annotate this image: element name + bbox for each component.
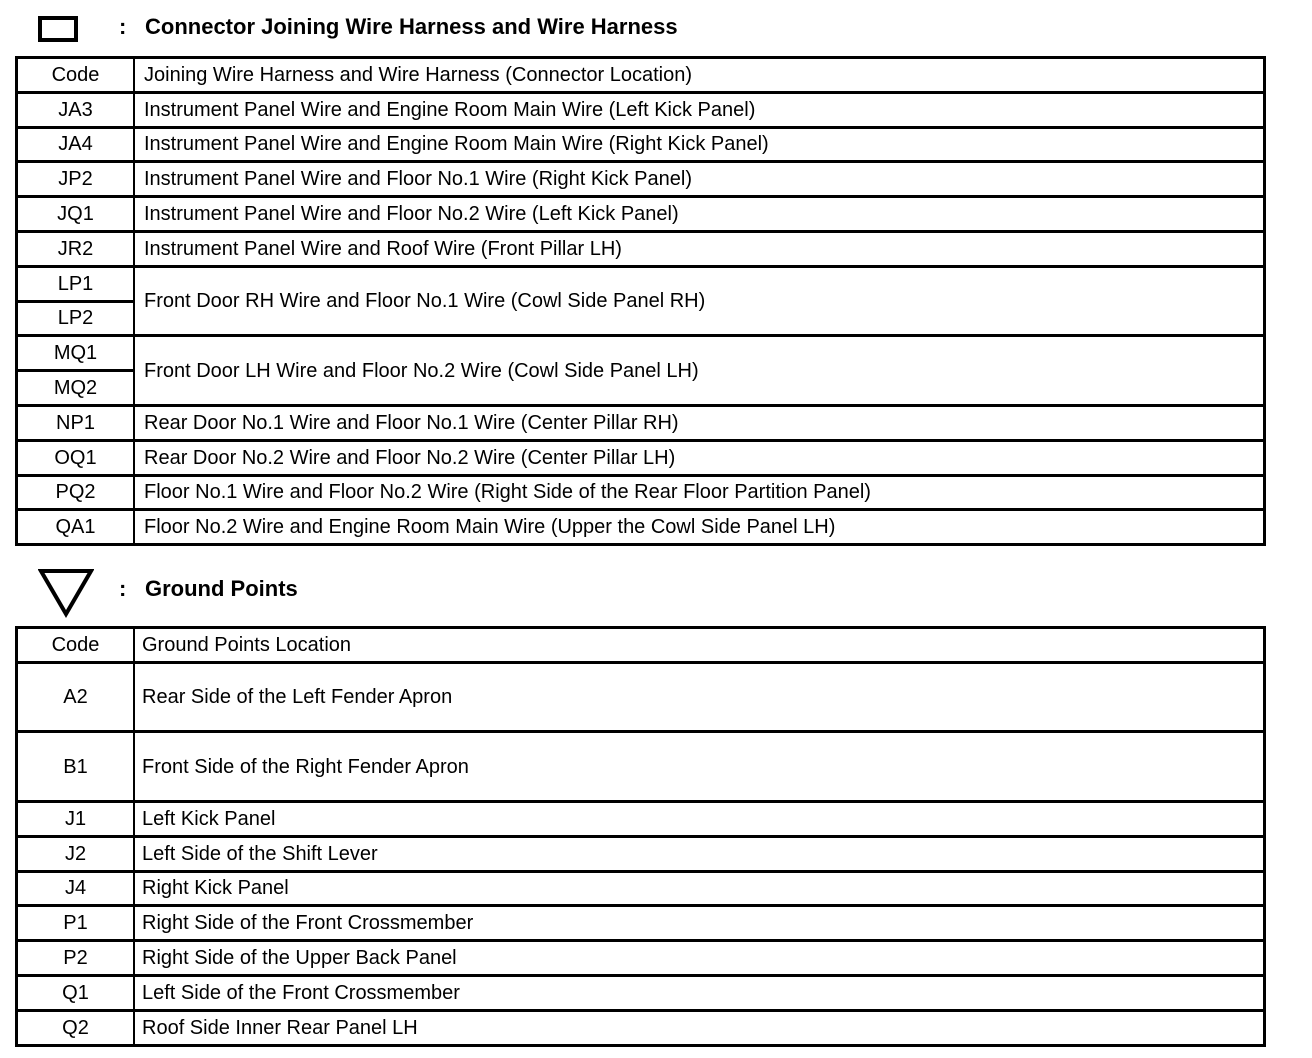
ground-location-cell: Right Kick Panel xyxy=(134,871,1265,906)
connector-code-cell: JR2 xyxy=(17,231,135,266)
table-row xyxy=(17,162,1265,197)
ground-code-cell: A2 xyxy=(17,662,135,732)
header-description: Ground Points Location xyxy=(134,628,1265,663)
header-code: Code xyxy=(17,58,135,93)
table-row xyxy=(17,732,1265,802)
connector-location-cell: Instrument Panel Wire and Engine Room Main Wire (Right Kick Panel) xyxy=(134,127,1265,162)
connector-code-cell: JA3 xyxy=(17,92,135,127)
ground-code-cell: Q2 xyxy=(17,1010,135,1045)
table-row xyxy=(17,475,1265,510)
table-row xyxy=(17,266,1265,301)
header-description: Joining Wire Harness and Wire Harness (Connector Location) xyxy=(134,58,1265,93)
ground-code-cell: J2 xyxy=(17,836,135,871)
connector-code-cell: LP1 xyxy=(17,266,135,301)
table-row xyxy=(17,941,1265,976)
connector-heading: Connector Joining Wire Harness and Wire Harness xyxy=(145,14,678,39)
title-colon: : xyxy=(119,14,127,39)
table-row xyxy=(17,662,1265,732)
table-row xyxy=(17,231,1265,266)
table-row xyxy=(17,92,1265,127)
table-row xyxy=(17,336,1265,371)
connector-location-cell: Instrument Panel Wire and Floor No.2 Wire (Left Kick Panel) xyxy=(134,197,1265,232)
connector-location-cell: Floor No.2 Wire and Engine Room Main Wire (Upper the Cowl Side Panel LH) xyxy=(134,510,1265,545)
connector-code-cell: JA4 xyxy=(17,127,135,162)
ground-code-cell: J1 xyxy=(17,801,135,836)
ground-table xyxy=(15,626,1266,1047)
ground-location-cell: Front Side of the Right Fender Apron xyxy=(134,732,1265,802)
table-row xyxy=(17,197,1265,232)
connector-code-cell: OQ1 xyxy=(17,440,135,475)
ground-code-cell: P1 xyxy=(17,906,135,941)
connector-code-cell: MQ1 xyxy=(17,336,135,371)
connector-location-cell: Instrument Panel Wire and Floor No.1 Wire (Right Kick Panel) xyxy=(134,162,1265,197)
connector-location-cell: Front Door LH Wire and Floor No.2 Wire (Cowl Side Panel LH) xyxy=(134,336,1265,406)
ground-location-cell: Left Side of the Shift Lever xyxy=(134,836,1265,871)
ground-heading: Ground Points xyxy=(145,576,298,601)
connector-location-cell: Front Door RH Wire and Floor No.1 Wire (Cowl Side Panel RH) xyxy=(134,266,1265,336)
connector-code-cell: PQ2 xyxy=(17,475,135,510)
connector-location-cell: Rear Door No.1 Wire and Floor No.1 Wire (Center Pillar RH) xyxy=(134,405,1265,440)
connector-code-cell: NP1 xyxy=(17,405,135,440)
ground-location-cell: Left Side of the Front Crossmember xyxy=(134,975,1265,1010)
connector-code-cell: JP2 xyxy=(17,162,135,197)
table-row xyxy=(17,127,1265,162)
table-row xyxy=(17,871,1265,906)
table-row xyxy=(17,906,1265,941)
table-row xyxy=(17,801,1265,836)
table-header-row xyxy=(17,628,1265,663)
table-row xyxy=(17,405,1265,440)
ground-location-cell: Roof Side Inner Rear Panel LH xyxy=(134,1010,1265,1045)
connector-location-cell: Instrument Panel Wire and Roof Wire (Front Pillar LH) xyxy=(134,231,1265,266)
connector-code-cell: QA1 xyxy=(17,510,135,545)
table-row xyxy=(17,440,1265,475)
header-code: Code xyxy=(17,628,135,663)
connector-section-title xyxy=(0,10,900,50)
connector-table xyxy=(15,56,1266,546)
table-row xyxy=(17,1010,1265,1045)
connector-code-cell: LP2 xyxy=(17,301,135,336)
ground-location-cell: Right Side of the Upper Back Panel xyxy=(134,941,1265,976)
connector-location-cell: Floor No.1 Wire and Floor No.2 Wire (Right Side of the Rear Floor Partition Panel) xyxy=(134,475,1265,510)
table-row xyxy=(17,975,1265,1010)
ground-location-cell: Right Side of the Front Crossmember xyxy=(134,906,1265,941)
connector-code-cell: MQ2 xyxy=(17,371,135,406)
ground-location-cell: Left Kick Panel xyxy=(134,801,1265,836)
ground-code-cell: J4 xyxy=(17,871,135,906)
ground-code-cell: B1 xyxy=(17,732,135,802)
ground-code-cell: Q1 xyxy=(17,975,135,1010)
table-header-row xyxy=(17,58,1265,93)
ground-code-cell: P2 xyxy=(17,941,135,976)
ground-location-cell: Rear Side of the Left Fender Apron xyxy=(134,662,1265,732)
table-row xyxy=(17,836,1265,871)
table-row xyxy=(17,510,1265,545)
connector-location-cell: Instrument Panel Wire and Engine Room Main Wire (Left Kick Panel) xyxy=(134,92,1265,127)
connector-location-cell: Rear Door No.2 Wire and Floor No.2 Wire (Center Pillar LH) xyxy=(134,440,1265,475)
ground-section-title xyxy=(0,572,900,612)
title-colon: : xyxy=(119,576,127,601)
connector-code-cell: JQ1 xyxy=(17,197,135,232)
